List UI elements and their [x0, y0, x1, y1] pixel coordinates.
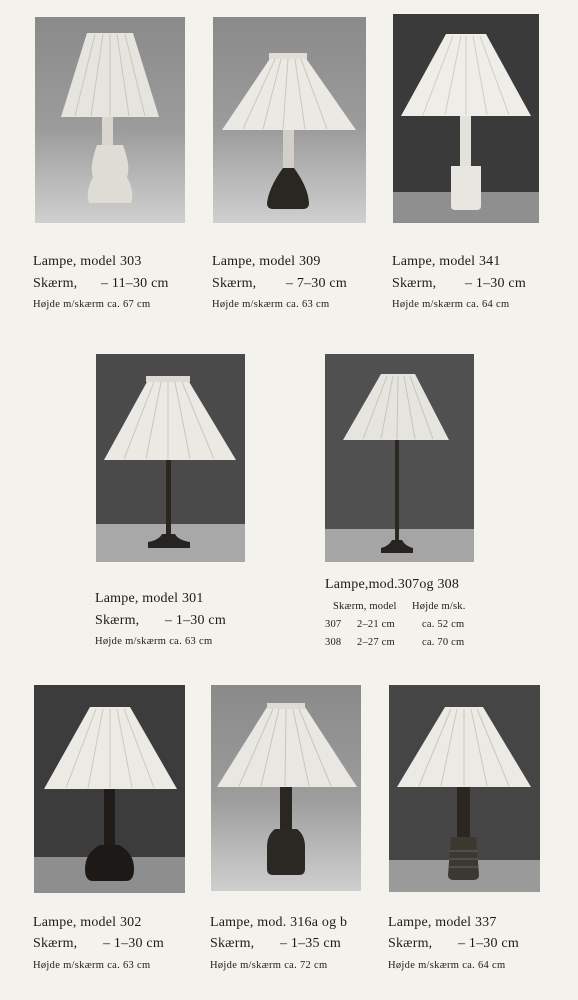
- lamp-309-image: [213, 17, 366, 223]
- lamp-307-308-image: [325, 354, 474, 562]
- lamp-302-image: [34, 685, 185, 893]
- lamp-337-title: Lampe, model 337: [388, 915, 497, 930]
- lamp-337-shade-label: Skærm,: [388, 936, 433, 951]
- lamp-photo-341: [393, 14, 539, 223]
- lamp-303-title: Lampe, model 303: [33, 254, 142, 269]
- lamp-316-image: [211, 685, 361, 891]
- lamp-photo-302: [34, 685, 185, 893]
- lamp-photo-337: [389, 685, 540, 892]
- lamp-307-308-title: Lampe,mod.307og 308: [325, 577, 460, 592]
- lamp-302-shade-label: Skærm,: [33, 936, 78, 951]
- lamp-337-height: Højde m/skærm ca. 64 cm: [388, 960, 506, 971]
- table-row-307-model: 307: [325, 619, 342, 630]
- table-row-307-height: ca. 52 cm: [422, 619, 465, 630]
- lamp-309-shade-label: Skærm,: [212, 276, 257, 291]
- lamp-341-shade-range: – 1–30 cm: [465, 276, 526, 291]
- lamp-316-shade-range: – 1–35 cm: [280, 936, 341, 951]
- table-row-308-height: ca. 70 cm: [422, 637, 465, 648]
- lamp-303-shade-range: – 11–30 cm: [101, 276, 169, 291]
- lamp-302-shade-range: – 1–30 cm: [103, 936, 164, 951]
- lamp-photo-301: [96, 354, 245, 562]
- table-header-height: Højde m/sk.: [412, 601, 466, 612]
- lamp-341-image: [393, 14, 539, 223]
- lamp-341-title: Lampe, model 341: [392, 254, 501, 269]
- lamp-302-title: Lampe, model 302: [33, 915, 142, 930]
- lamp-photo-309: [213, 17, 366, 223]
- lamp-341-shade-label: Skærm,: [392, 276, 437, 291]
- table-row-307-shade: 2–21 cm: [357, 619, 395, 630]
- table-row-308-shade: 2–27 cm: [357, 637, 395, 648]
- lamp-337-shade-range: – 1–30 cm: [458, 936, 519, 951]
- lamp-303-shade-label: Skærm,: [33, 276, 78, 291]
- lamp-301-image: [96, 354, 245, 562]
- lamp-photo-316: [211, 685, 361, 891]
- lamp-301-height: Højde m/skærm ca. 63 cm: [95, 636, 213, 647]
- lamp-316-shade-label: Skærm,: [210, 936, 255, 951]
- lamp-301-shade-range: – 1–30 cm: [165, 613, 226, 628]
- lamp-303-height: Højde m/skærm ca. 67 cm: [33, 299, 151, 310]
- lamp-photo-303: [35, 17, 185, 223]
- table-row-308-model: 308: [325, 637, 342, 648]
- table-header-shade-model: Skærm, model: [333, 601, 397, 612]
- lamp-303-image: [35, 17, 185, 223]
- lamp-301-title: Lampe, model 301: [95, 591, 204, 606]
- lamp-309-title: Lampe, model 309: [212, 254, 321, 269]
- lamp-316-height: Højde m/skærm ca. 72 cm: [210, 960, 328, 971]
- lamp-309-height: Højde m/skærm ca. 63 cm: [212, 299, 330, 310]
- lamp-341-height: Højde m/skærm ca. 64 cm: [392, 299, 510, 310]
- lamp-316-title: Lampe, mod. 316a og b: [210, 915, 348, 930]
- lamp-302-height: Højde m/skærm ca. 63 cm: [33, 960, 151, 971]
- lamp-309-shade-range: – 7–30 cm: [286, 276, 347, 291]
- lamp-301-shade-label: Skærm,: [95, 613, 140, 628]
- lamp-photo-307-308: [325, 354, 474, 562]
- lamp-337-image: [389, 685, 540, 892]
